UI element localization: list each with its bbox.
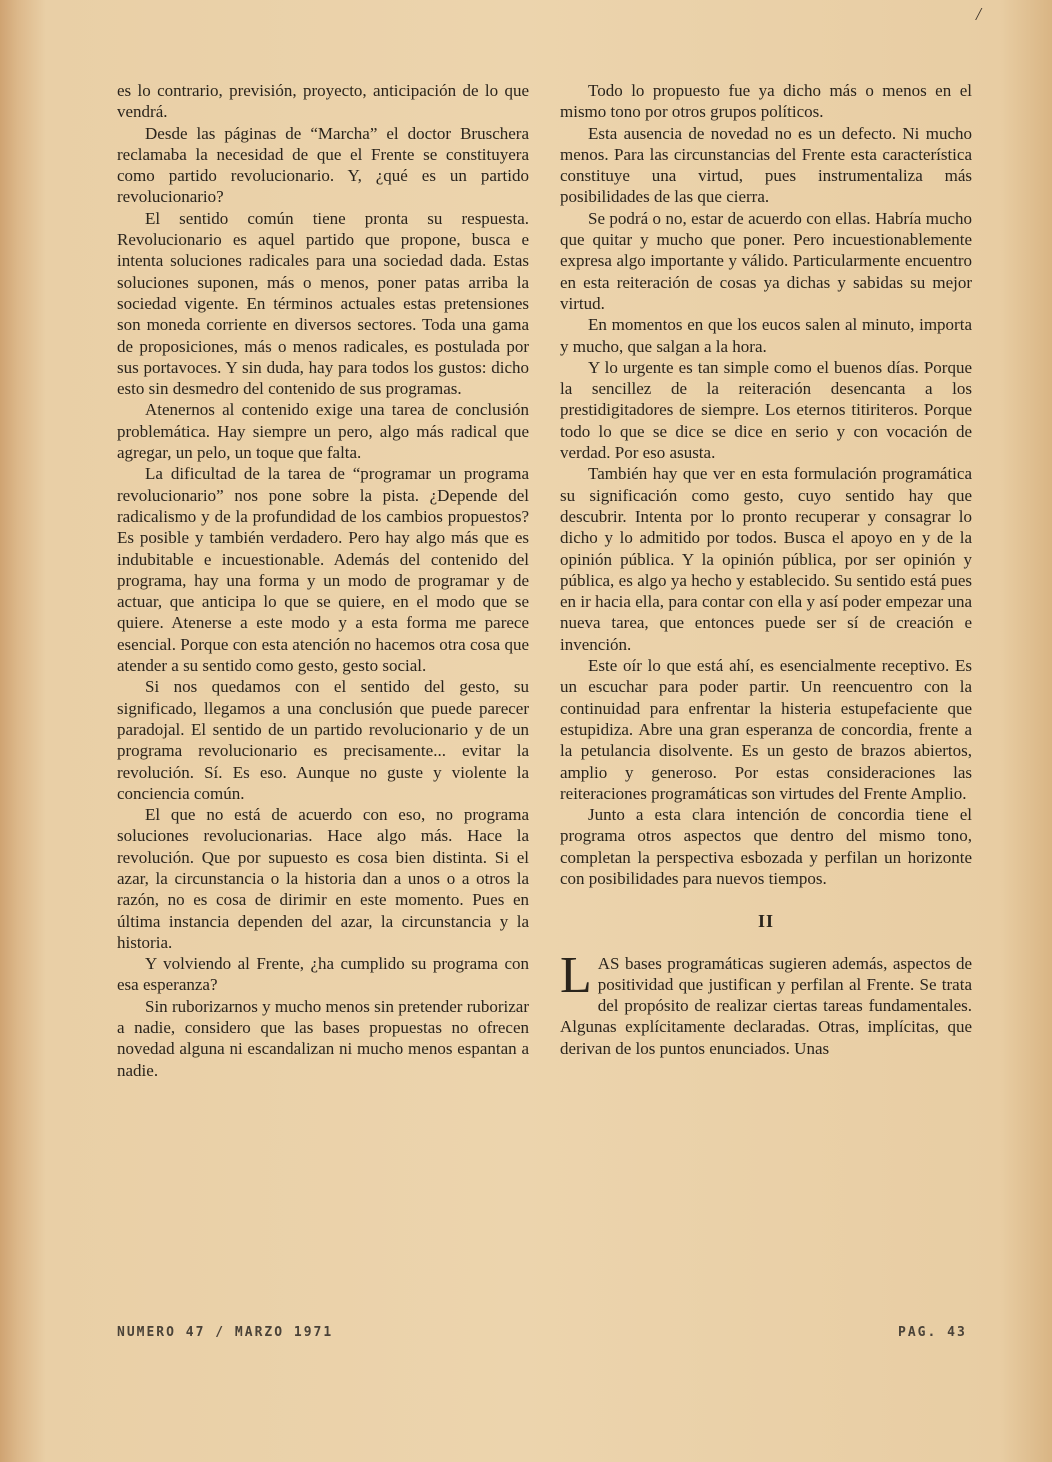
paragraph: El sentido común tiene pronta su respuesta. Revolucionario es aquel partido que propone, busca e intenta soluciones radicales para una sociedad dada. Estas soluciones suponen, más o menos, poner patas arriba la sociedad vigente. En términos actuales estas pretensiones son moneda corriente en diversos sectores. Toda una gama de proposiciones, más o menos radicales, es postulada por sus portavoces. Y sin duda, hay para todos los gustos: dicho esto sin desmedro del contenido de sus programas. <box>117 208 529 399</box>
paragraph: En momentos en que los eucos salen al minuto, importa y mucho, que salgan a la hora. <box>560 315 972 356</box>
paragraph: es lo contrario, previsión, proyecto, anticipación de lo que vendrá. <box>117 81 529 122</box>
paragraph: Desde las páginas de “Marcha” el doctor Bruschera reclamaba la necesidad de que el Frente se constituyera como partido revolucionario. Y, ¿qué es un partido revolucionario? <box>117 123 529 207</box>
paragraph: Y lo urgente es tan simple como el buenos días. Porque la sencillez de la reiteración desencanta a los prestidigitadores de siempre. Los eternos titiriteros. Porque todo lo que se dice se dice en serio y con vocación de verdad. Por eso asusta. <box>560 357 972 463</box>
paragraph: Sin ruborizarnos y mucho menos sin pretender ruborizar a nadie, considero que las bases propuestas no ofrecen novedad alguna ni escandalizan ni mucho menos espantan a nadie. <box>117 996 529 1080</box>
right-column-paragraphs <box>560 80 972 889</box>
right-column <box>560 80 972 1059</box>
paragraph: Este oír lo que está ahí, es esencialmente receptivo. Es un escuchar para poder partir. Un reencuentro con la continuidad para enfrentar la histeria estupefaciente que estupidiza. Abre una gran esperanza de concordia, frente a la petulancia disolvente. Es un gesto de brazos abiertos, amplio y generoso. Por estas consideraciones las reiteraciones programáticas son virtudes del Frente Amplio. <box>560 656 972 803</box>
dropcap-letter: L <box>560 946 592 1004</box>
page-number: PAG. 43 <box>898 1325 967 1340</box>
section-intro <box>560 946 972 1059</box>
left-column <box>117 80 529 1081</box>
paragraph: Todo lo propuesto fue ya dicho más o menos en el mismo tono por otros grupos políticos. <box>560 81 972 122</box>
paragraph: El que no está de acuerdo con eso, no programa soluciones revolucionarias. Hace algo más. Hace la revolución. Que por supuesto es cosa bien distinta. Si el azar, la circunstancia o la historia dan a unos o a otros la razón, no es cosa de dirimir en este momento. Pues en última instancia dependen del azar, la circunstancia y la historia. <box>117 805 529 952</box>
issue-footer: NUMERO 47 / MARZO 1971 <box>117 1325 334 1340</box>
paragraph: Esta ausencia de novedad no es un defecto. Ni mucho menos. Para las circunstancias del Frente esta característica constituye una virtud, pues instrumentaliza más posibilidades de las que cierra. <box>560 123 972 207</box>
paragraph: Y volviendo al Frente, ¿ha cumplido su programa con esa esperanza? <box>117 954 529 995</box>
section-heading: II <box>757 911 774 932</box>
paragraph: La dificultad de la tarea de “programar un programa revolucionario” nos pone sobre la pista. ¿Depende del radicalismo y de la profundidad de los cambios propuestos? Es posible y también verdadero. Pero hay algo más que es indubitable e incuestionable. Además del contenido del programa, hay una forma y un modo de programar y de actuar, que anticipa lo que se quiere, en el modo que se quiere. Atenerse a este modo y a esta forma me parece esencial. Porque con esta atención no hacemos otra cosa que atender a su sentido como gesto, gesto social. <box>117 464 529 676</box>
paragraph: Si nos quedamos con el sentido del gesto, su significado, llegamos a una conclusión que puede parecer paradojal. El sentido de un partido revolucionario y de un programa revolucionario es precisamente... evitar la revolución. Sí. Es eso. Aunque no guste y violente la conciencia común. <box>117 677 529 803</box>
paragraph: También hay que ver en esta formulación programática su significación como gesto, cuyo sentido hay que descubrir. Intenta por lo pronto recuperar y consagrar lo dicho y lo admitido por todos. Busca el apoyo en y de la opinión pública. Y la opinión pública, por ser opinión y pública, es algo ya hecho y establecido. Su sentido está pues en ir hacia ella, para contar con ella y así poder empezar una nueva tarea, que entonces puede ser sí de creación e invención. <box>560 464 972 654</box>
paragraph: Junto a esta clara intención de concordia tiene el programa otros aspectos que dentro del mismo tono, completan la perspectiva esbozada y perfilan un horizonte con posibilidades para nuevos tiempos. <box>560 805 972 888</box>
dropcap-paragraph <box>560 946 972 1059</box>
paragraph: Se podrá o no, estar de acuerdo con ellas. Habría mucho que quitar y mucho que poner. Pero incuestionablemente expresa algo importante y válido. Particularmente encuentro en esta reiteración de cosas ya dichas y sabidas su mejor virtud. <box>560 208 972 313</box>
paragraph: Atenernos al contenido exige una tarea de conclusión problemática. Hay siempre un pero, algo más radical que agregar, un pelo, un toque que falta. <box>117 400 529 463</box>
corner-mark: / <box>976 4 982 24</box>
dropcap-paragraph-text: AS bases programáticas sugieren además, aspectos de positividad que justifican y perfilan al Frente. Se trata del propósito de realizar ciertas tareas fundamentales. Algunas explícitamente declaradas. Otras, implícitas, que derivan de los puntos enunciados. Unas <box>560 953 972 1058</box>
